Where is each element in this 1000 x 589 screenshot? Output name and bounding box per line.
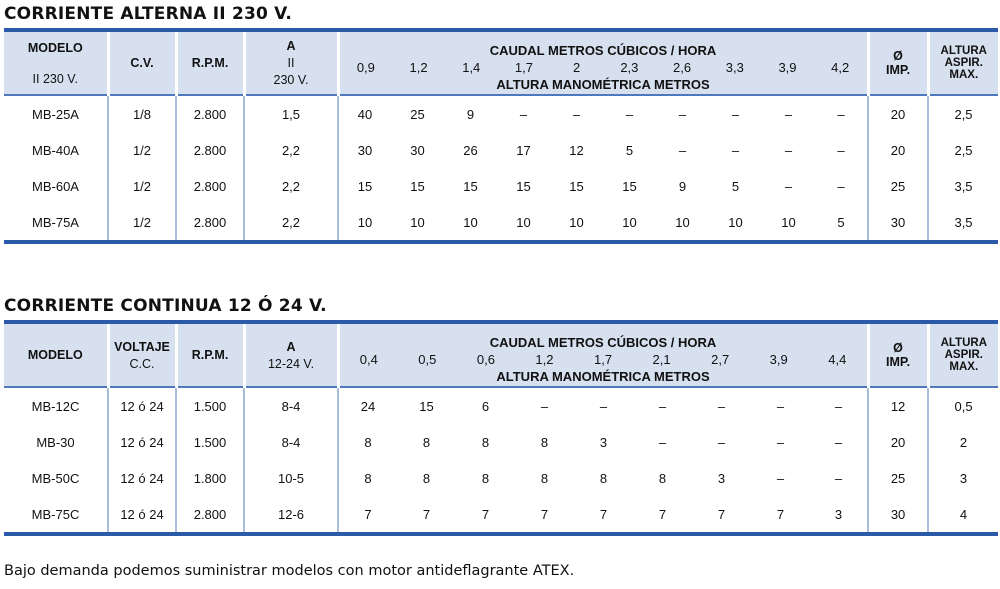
- height-value-cell: 15: [569, 178, 584, 194]
- height-value-cell: –: [815, 95, 868, 132]
- dc-flow-1: 0,5: [418, 352, 437, 367]
- dc-header-imp: Ø IMP.: [868, 322, 928, 387]
- altura-cell: 3: [959, 470, 968, 486]
- height-value-cell: –: [784, 178, 793, 194]
- rpm-cell: 2.800: [176, 132, 244, 168]
- height-value-cell: –: [810, 424, 868, 460]
- dc-flow-5: 2,1: [652, 352, 671, 367]
- ac-flow-4: 2: [573, 60, 581, 75]
- table-row: [4, 204, 998, 242]
- ac-header-rpm: R.P.M.: [176, 30, 244, 95]
- rpm-cell: 2.800: [176, 204, 244, 242]
- height-value-cell: 8: [599, 470, 608, 486]
- table-row: [4, 496, 998, 534]
- height-value-cell: –: [776, 434, 785, 450]
- ac-flow-7: 3,3: [725, 60, 744, 75]
- cv-cell: 1/2: [108, 168, 176, 204]
- height-value-cell: –: [784, 142, 793, 158]
- height-value-cell: 8: [364, 470, 372, 486]
- dc-flow-6: 2,7: [711, 352, 730, 367]
- model-cell: MB-60A: [4, 168, 108, 204]
- height-value-cell: 7: [540, 506, 549, 522]
- height-value-cell: 7: [481, 506, 490, 522]
- height-value-cell: 7: [599, 506, 608, 522]
- cv-cell: 1/8: [108, 95, 176, 132]
- rpm-cell: 2.800: [176, 168, 244, 204]
- ac-header-amp: A II 230 V.: [244, 30, 338, 95]
- ac-flow-9: 4,2: [831, 60, 850, 75]
- height-value-cell: 10: [357, 214, 373, 230]
- altura-cell: 2,5: [928, 95, 998, 132]
- dc-flow-3: 1,2: [535, 352, 554, 367]
- height-value-cell: 10: [569, 214, 584, 230]
- ac-spec-table: [4, 28, 998, 244]
- ac-header-altura: ALTURA ASPIR. MAX.: [928, 30, 998, 95]
- imp-cell: 30: [868, 204, 928, 242]
- height-value-cell: 7: [776, 506, 785, 522]
- amp-cell: 8-4: [244, 424, 338, 460]
- dc-header-height: ALTURA MANOMÉTRICA METROS: [496, 369, 710, 384]
- dc-flow-4: 1,7: [593, 352, 613, 367]
- ac-flow-3: 1,7: [514, 60, 533, 75]
- height-value-cell: 8: [481, 434, 490, 450]
- ac-flow-5: 2,3: [620, 60, 639, 75]
- height-value-cell: 3: [717, 470, 726, 486]
- height-value-cell: 24: [338, 387, 397, 424]
- model-cell: MB-40A: [4, 132, 108, 168]
- imp-cell: 20: [868, 424, 928, 460]
- ac-header-flow: CAUDAL METROS CÚBICOS / HORA: [338, 30, 868, 58]
- height-value-cell: 8: [422, 470, 431, 486]
- height-value-cell: 10: [463, 214, 478, 230]
- amp-cell: 8-4: [244, 387, 338, 424]
- height-value-cell: 10: [622, 214, 637, 230]
- imp-cell: 25: [868, 460, 928, 496]
- height-value-cell: 17: [516, 142, 531, 158]
- height-value-cell: 15: [463, 178, 478, 194]
- dc-header-amp: A 12-24 V.: [244, 322, 338, 387]
- volt-cell: 12 ó 24: [108, 496, 176, 534]
- altura-cell: 4: [959, 506, 968, 522]
- height-value-cell: –: [776, 470, 785, 486]
- height-value-cell: 25: [391, 95, 444, 132]
- ac-header-imp: Ø IMP.: [868, 30, 928, 95]
- height-value-cell: –: [603, 95, 656, 132]
- rpm-cell: 2.800: [176, 496, 244, 534]
- dc-header-flow-values: [338, 350, 868, 387]
- dc-header-model: MODELO: [4, 322, 108, 387]
- ac-flow-1: 1,2: [409, 60, 428, 75]
- dc-header-altura: ALTURA ASPIR. MAX.: [928, 322, 998, 387]
- height-value-cell: 30: [410, 142, 425, 158]
- altura-cell: 3,5: [954, 214, 973, 230]
- height-value-cell: 15: [622, 178, 637, 194]
- height-value-cell: 15: [397, 387, 456, 424]
- ac-header-model: MODELO II 230 V.: [4, 30, 108, 95]
- footnote: Bajo demanda podemos suministrar modelos con motor antideflagrante ATEX.: [4, 563, 575, 579]
- volt-cell: 12 ó 24: [108, 424, 176, 460]
- altura-cell: 2: [959, 434, 968, 450]
- height-value-cell: –: [709, 95, 762, 132]
- amp-cell: 10-5: [244, 460, 338, 496]
- height-value-cell: –: [515, 387, 574, 424]
- amp-cell: 2,2: [244, 132, 338, 168]
- height-value-cell: 10: [410, 214, 425, 230]
- height-value-cell: 5: [731, 178, 740, 194]
- dc-flow-0: 0,4: [359, 352, 378, 367]
- altura-cell: 3,5: [954, 178, 973, 194]
- amp-cell: 2,2: [244, 168, 338, 204]
- model-cell: MB-30: [4, 424, 108, 460]
- amp-cell: 12-6: [244, 496, 338, 534]
- model-cell: MB-12C: [4, 387, 108, 424]
- ac-flow-8: 3,9: [778, 60, 797, 75]
- height-value-cell: –: [815, 132, 868, 168]
- dc-flow-8: 4,4: [828, 352, 847, 367]
- imp-cell: 25: [868, 168, 928, 204]
- height-value-cell: –: [717, 434, 726, 450]
- height-value-cell: 8: [481, 470, 490, 486]
- dc-flow-2: 0,6: [476, 352, 495, 367]
- model-cell: MB-75C: [4, 496, 108, 534]
- table-row: [4, 424, 998, 460]
- cv-cell: 1/2: [108, 132, 176, 168]
- height-value-cell: –: [810, 387, 868, 424]
- height-value-cell: 15: [516, 178, 531, 194]
- height-value-cell: 7: [717, 506, 726, 522]
- height-value-cell: 9: [678, 178, 687, 194]
- dc-header-flow: CAUDAL METROS CÚBICOS / HORA: [338, 322, 868, 350]
- height-value-cell: –: [678, 142, 687, 158]
- height-value-cell: –: [656, 95, 709, 132]
- height-value-cell: –: [731, 142, 740, 158]
- height-value-cell: 8: [658, 470, 667, 486]
- height-value-cell: 15: [410, 178, 425, 194]
- rpm-cell: 1.500: [176, 424, 244, 460]
- rpm-cell: 2.800: [176, 95, 244, 132]
- height-value-cell: 8: [364, 434, 372, 450]
- table-row: [4, 95, 998, 132]
- ac-flow-6: 2,6: [673, 60, 692, 75]
- dc-header-rpm: R.P.M.: [176, 322, 244, 387]
- imp-cell: 20: [868, 132, 928, 168]
- dc-section-title: CORRIENTE CONTINUA 12 Ó 24 V.: [4, 296, 327, 316]
- volt-cell: 12 ó 24: [108, 387, 176, 424]
- height-value-cell: 7: [658, 506, 667, 522]
- imp-cell: 12: [868, 387, 928, 424]
- amp-cell: 2,2: [244, 204, 338, 242]
- height-value-cell: 9: [444, 95, 497, 132]
- height-value-cell: –: [810, 460, 868, 496]
- dc-flow-7: 3,9: [769, 352, 788, 367]
- table-row: [4, 168, 998, 204]
- height-value-cell: –: [762, 95, 815, 132]
- table-row: [4, 387, 998, 424]
- imp-cell: 20: [868, 95, 928, 132]
- dc-header-voltaje: VOLTAJE C.C.: [108, 322, 176, 387]
- ac-header-cv: C.V.: [108, 30, 176, 95]
- amp-cell: 1,5: [244, 95, 338, 132]
- rpm-cell: 1.800: [176, 460, 244, 496]
- height-value-cell: –: [815, 168, 868, 204]
- height-value-cell: 26: [463, 142, 478, 158]
- height-value-cell: 10: [516, 214, 531, 230]
- height-value-cell: 3: [810, 496, 868, 534]
- height-value-cell: 12: [569, 142, 584, 158]
- height-value-cell: 10: [728, 214, 743, 230]
- rpm-cell: 1.500: [176, 387, 244, 424]
- height-value-cell: 10: [675, 214, 690, 230]
- volt-cell: 12 ó 24: [108, 460, 176, 496]
- height-value-cell: –: [550, 95, 603, 132]
- model-cell: MB-75A: [4, 204, 108, 242]
- height-value-cell: –: [497, 95, 550, 132]
- height-value-cell: 5: [625, 142, 634, 158]
- cv-cell: 1/2: [108, 204, 176, 242]
- height-value-cell: 8: [540, 470, 549, 486]
- ac-header-height: ALTURA MANOMÉTRICA METROS: [496, 77, 710, 92]
- ac-section-title: CORRIENTE ALTERNA II 230 V.: [4, 4, 292, 24]
- altura-cell: 0,5: [928, 387, 998, 424]
- height-value-cell: –: [633, 387, 692, 424]
- height-value-cell: 3: [599, 434, 608, 450]
- height-value-cell: 30: [357, 142, 373, 158]
- height-value-cell: –: [574, 387, 633, 424]
- dc-spec-table: [4, 320, 998, 536]
- altura-cell: 2,5: [954, 142, 973, 158]
- height-value-cell: 5: [815, 204, 868, 242]
- height-value-cell: 40: [338, 95, 391, 132]
- ac-flow-2: 1,4: [462, 60, 481, 75]
- height-value-cell: 10: [781, 214, 796, 230]
- table-row: [4, 460, 998, 496]
- height-value-cell: 8: [422, 434, 431, 450]
- height-value-cell: –: [658, 434, 667, 450]
- height-value-cell: 6: [456, 387, 515, 424]
- imp-cell: 30: [868, 496, 928, 534]
- height-value-cell: 7: [364, 506, 372, 522]
- model-cell: MB-50C: [4, 460, 108, 496]
- height-value-cell: –: [692, 387, 751, 424]
- height-value-cell: 15: [357, 178, 373, 194]
- table-row: [4, 132, 998, 168]
- height-value-cell: 7: [422, 506, 431, 522]
- ac-flow-0: 0,9: [356, 60, 375, 75]
- ac-header-flow-values: [338, 58, 868, 95]
- model-cell: MB-25A: [4, 95, 108, 132]
- height-value-cell: –: [751, 387, 810, 424]
- height-value-cell: 8: [540, 434, 549, 450]
